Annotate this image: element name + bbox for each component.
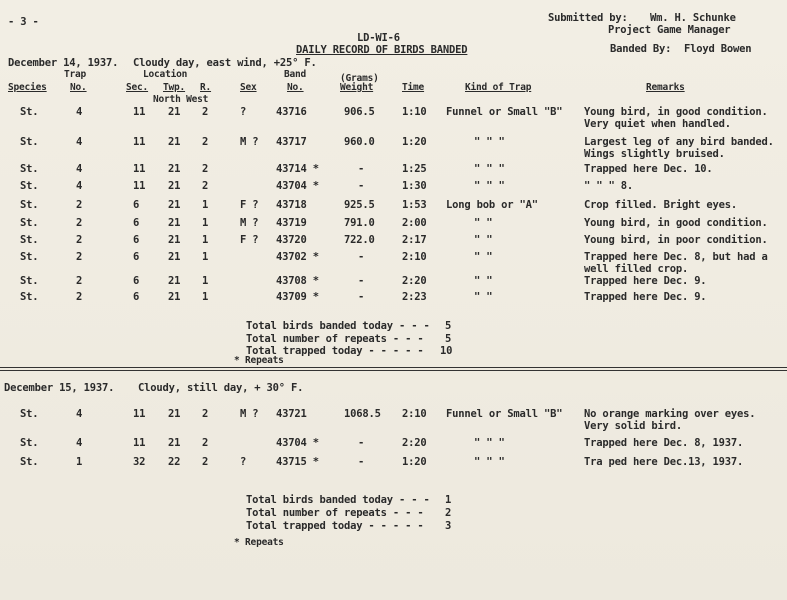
cell-band: 43718: [276, 199, 307, 211]
col-time: Time: [402, 82, 425, 93]
cell-trap-kind: Funnel or Small "B": [446, 408, 563, 420]
cell-weight: -: [358, 456, 365, 468]
cell-r: 1: [202, 199, 209, 211]
day2-weather: Cloudy, still day, + 30° F.: [138, 382, 304, 394]
cell-r: 1: [202, 234, 209, 246]
cell-sec: 6: [133, 234, 140, 246]
cell-trap-kind: Funnel or Small "B": [446, 106, 563, 118]
cell-remark1: Young bird, in good condition.: [584, 106, 768, 118]
cell-species: St.: [20, 275, 39, 287]
cell-trap-kind: " ": [474, 291, 493, 303]
day1-total-banded-label: Total birds banded today - - -: [246, 320, 430, 332]
col-grams: (Grams): [340, 73, 379, 84]
cell-species: St.: [20, 180, 39, 192]
cell-weight: 925.5: [344, 199, 375, 211]
day2-heading: December 15, 1937.: [4, 382, 115, 394]
cell-trap-kind: " " ": [474, 163, 505, 175]
cell-remark1: Tra ped here Dec.13, 1937.: [584, 456, 744, 468]
doc-code: LD-WI-6: [357, 32, 400, 44]
cell-remark1: Trapped here Dec. 9.: [584, 275, 707, 287]
cell-species: St.: [20, 136, 39, 148]
col-sec: Sec.: [126, 82, 149, 93]
day2-total-banded-value: 1: [445, 494, 452, 506]
cell-twp: 21: [168, 275, 181, 287]
cell-r: 2: [202, 437, 209, 449]
day1-total-repeats-value: 5: [445, 333, 452, 345]
cell-sec: 6: [133, 217, 140, 229]
cell-trap: 4: [76, 408, 83, 420]
cell-trap: 4: [76, 180, 83, 192]
cell-band: 43702 *: [276, 251, 319, 263]
cell-weight: 1068.5: [344, 408, 381, 420]
cell-time: 1:10: [402, 106, 427, 118]
cell-band: 43704 *: [276, 437, 319, 449]
cell-sec: 6: [133, 199, 140, 211]
cell-species: St.: [20, 291, 39, 303]
cell-trap-kind: " ": [474, 234, 493, 246]
banded-by-name: Floyd Bowen: [684, 43, 752, 55]
cell-remark1: Trapped here Dec. 10.: [584, 163, 713, 175]
cell-weight: -: [358, 437, 365, 449]
cell-remark1: No orange marking over eyes.: [584, 408, 756, 420]
cell-species: St.: [20, 217, 39, 229]
submitted-role: Project Game Manager: [608, 24, 731, 36]
day2-footnote: * Repeats: [234, 537, 284, 548]
cell-sex: ?: [240, 456, 247, 468]
cell-sex: ?: [240, 106, 247, 118]
cell-sec: 11: [133, 180, 146, 192]
cell-weight: -: [358, 291, 365, 303]
cell-sex: M ?: [240, 217, 259, 229]
cell-r: 1: [202, 291, 209, 303]
col-remarks: Remarks: [646, 82, 685, 93]
col-trap-bottom: No.: [70, 82, 87, 93]
cell-trap: 2: [76, 234, 83, 246]
cell-time: 2:10: [402, 408, 427, 420]
cell-sec: 11: [133, 408, 146, 420]
cell-weight: -: [358, 163, 365, 175]
cell-r: 1: [202, 251, 209, 263]
cell-twp: 21: [168, 291, 181, 303]
cell-remark2: well filled crop.: [584, 263, 689, 275]
cell-sec: 11: [133, 106, 146, 118]
cell-time: 2:00: [402, 217, 427, 229]
cell-trap-kind: " " ": [474, 437, 505, 449]
cell-trap: 4: [76, 163, 83, 175]
cell-weight: 791.0: [344, 217, 375, 229]
col-trap-top: Trap: [64, 69, 87, 80]
day1-footnote: * Repeats: [234, 355, 284, 366]
cell-sec: 6: [133, 275, 140, 287]
cell-remark2: Wings slightly bruised.: [584, 148, 725, 160]
cell-trap: 1: [76, 456, 83, 468]
cell-band: 43715 *: [276, 456, 319, 468]
cell-time: 2:23: [402, 291, 427, 303]
cell-trap: 4: [76, 136, 83, 148]
cell-r: 2: [202, 106, 209, 118]
cell-remark1: Crop filled. Bright eyes.: [584, 199, 738, 211]
cell-twp: 21: [168, 408, 181, 420]
col-species: Species: [8, 82, 47, 93]
col-band-top: Band: [284, 69, 307, 80]
cell-trap-kind: " " ": [474, 456, 505, 468]
cell-sex: F ?: [240, 199, 259, 211]
cell-band: 43704 *: [276, 180, 319, 192]
col-sex: Sex: [240, 82, 257, 93]
cell-remark1: Young bird, in poor condition.: [584, 234, 768, 246]
cell-band: 43717: [276, 136, 307, 148]
cell-band: 43708 *: [276, 275, 319, 287]
cell-time: 1:53: [402, 199, 427, 211]
cell-r: 2: [202, 180, 209, 192]
cell-time: 1:25: [402, 163, 427, 175]
cell-time: 2:20: [402, 437, 427, 449]
day1-total-repeats-label: Total number of repeats - - -: [246, 333, 424, 345]
cell-trap-kind: " ": [474, 217, 493, 229]
cell-time: 2:17: [402, 234, 427, 246]
cell-time: 2:10: [402, 251, 427, 263]
col-r: R.: [200, 82, 212, 93]
submitted-label: Submitted by:: [548, 12, 628, 24]
cell-weight: 722.0: [344, 234, 375, 246]
cell-trap: 2: [76, 217, 83, 229]
col-kind-of-trap: Kind of Trap: [465, 82, 532, 93]
cell-trap-kind: Long bob or "A": [446, 199, 538, 211]
cell-band: 43716: [276, 106, 307, 118]
day1-heading: December 14, 1937.: [8, 57, 119, 69]
cell-twp: 21: [168, 251, 181, 263]
cell-time: 1:20: [402, 456, 427, 468]
cell-species: St.: [20, 199, 39, 211]
cell-trap: 2: [76, 275, 83, 287]
cell-r: 1: [202, 217, 209, 229]
cell-r: 1: [202, 275, 209, 287]
cell-weight: -: [358, 251, 365, 263]
cell-trap-kind: " ": [474, 275, 493, 287]
cell-trap: 2: [76, 291, 83, 303]
col-location: Location: [143, 69, 188, 80]
day2-total-repeats-label: Total number of repeats - - -: [246, 507, 424, 519]
cell-band: 43709 *: [276, 291, 319, 303]
cell-remark1: Trapped here Dec. 8, but had a: [584, 251, 768, 263]
day2-total-banded-label: Total birds banded today - - -: [246, 494, 430, 506]
cell-sex: M ?: [240, 136, 259, 148]
col-band-bottom: No.: [287, 82, 304, 93]
cell-sec: 6: [133, 291, 140, 303]
cell-trap: 2: [76, 251, 83, 263]
cell-time: 1:20: [402, 136, 427, 148]
cell-remark1: Trapped here Dec. 9.: [584, 291, 707, 303]
cell-time: 1:30: [402, 180, 427, 192]
banded-by-label: Banded By:: [610, 43, 672, 55]
cell-twp: 21: [168, 437, 181, 449]
cell-species: St.: [20, 456, 39, 468]
cell-twp: 21: [168, 106, 181, 118]
cell-twp: 21: [168, 163, 181, 175]
cell-remark2: Very quiet when handled.: [584, 118, 731, 130]
cell-twp: 21: [168, 199, 181, 211]
submitted-name: Wm. H. Schunke: [650, 12, 736, 24]
cell-trap-kind: " " ": [474, 180, 505, 192]
cell-band: 43721: [276, 408, 307, 420]
cell-species: St.: [20, 251, 39, 263]
col-north-west: North West: [153, 94, 209, 105]
day2-total-repeats-value: 2: [445, 507, 452, 519]
cell-twp: 21: [168, 234, 181, 246]
cell-sec: 11: [133, 437, 146, 449]
page-number: - 3 -: [8, 16, 39, 28]
col-twp: Twp.: [163, 82, 186, 93]
cell-remark1: " " " 8.: [584, 180, 633, 192]
cell-sec: 6: [133, 251, 140, 263]
cell-remark1: Largest leg of any bird banded.: [584, 136, 774, 148]
cell-r: 2: [202, 136, 209, 148]
cell-twp: 21: [168, 217, 181, 229]
cell-sec: 11: [133, 163, 146, 175]
cell-r: 2: [202, 163, 209, 175]
cell-remark1: Young bird, in good condition.: [584, 217, 768, 229]
cell-sex: M ?: [240, 408, 259, 420]
cell-band: 43714 *: [276, 163, 319, 175]
cell-trap: 4: [76, 437, 83, 449]
day1-total-banded-value: 5: [445, 320, 452, 332]
cell-species: St.: [20, 408, 39, 420]
cell-trap: 4: [76, 106, 83, 118]
day1-weather: Cloudy day, east wind, +25° F.: [133, 57, 317, 69]
cell-remark2: Very solid bird.: [584, 420, 682, 432]
cell-species: St.: [20, 234, 39, 246]
col-weight: Weight: [340, 82, 374, 93]
cell-band: 43719: [276, 217, 307, 229]
cell-weight: 960.0: [344, 136, 375, 148]
cell-twp: 21: [168, 180, 181, 192]
cell-weight: -: [358, 180, 365, 192]
cell-weight: -: [358, 275, 365, 287]
cell-trap-kind: " " ": [474, 136, 505, 148]
cell-species: St.: [20, 163, 39, 175]
day1-total-trapped-label: Total trapped today - - - - -: [246, 345, 424, 357]
day1-total-trapped-value: 10: [440, 345, 453, 357]
cell-remark1: Trapped here Dec. 8, 1937.: [584, 437, 744, 449]
cell-band: 43720: [276, 234, 307, 246]
cell-r: 2: [202, 408, 209, 420]
day2-total-trapped-label: Total trapped today - - - - -: [246, 520, 424, 532]
cell-sec: 11: [133, 136, 146, 148]
cell-species: St.: [20, 437, 39, 449]
cell-weight: 906.5: [344, 106, 375, 118]
day2-total-trapped-value: 3: [445, 520, 452, 532]
doc-title: DAILY RECORD OF BIRDS BANDED: [296, 44, 468, 56]
cell-sec: 32: [133, 456, 146, 468]
section-divider: [0, 367, 787, 371]
cell-twp: 22: [168, 456, 181, 468]
cell-r: 2: [202, 456, 209, 468]
cell-trap: 2: [76, 199, 83, 211]
cell-sex: F ?: [240, 234, 259, 246]
cell-twp: 21: [168, 136, 181, 148]
cell-species: St.: [20, 106, 39, 118]
cell-trap-kind: " ": [474, 251, 493, 263]
cell-time: 2:20: [402, 275, 427, 287]
